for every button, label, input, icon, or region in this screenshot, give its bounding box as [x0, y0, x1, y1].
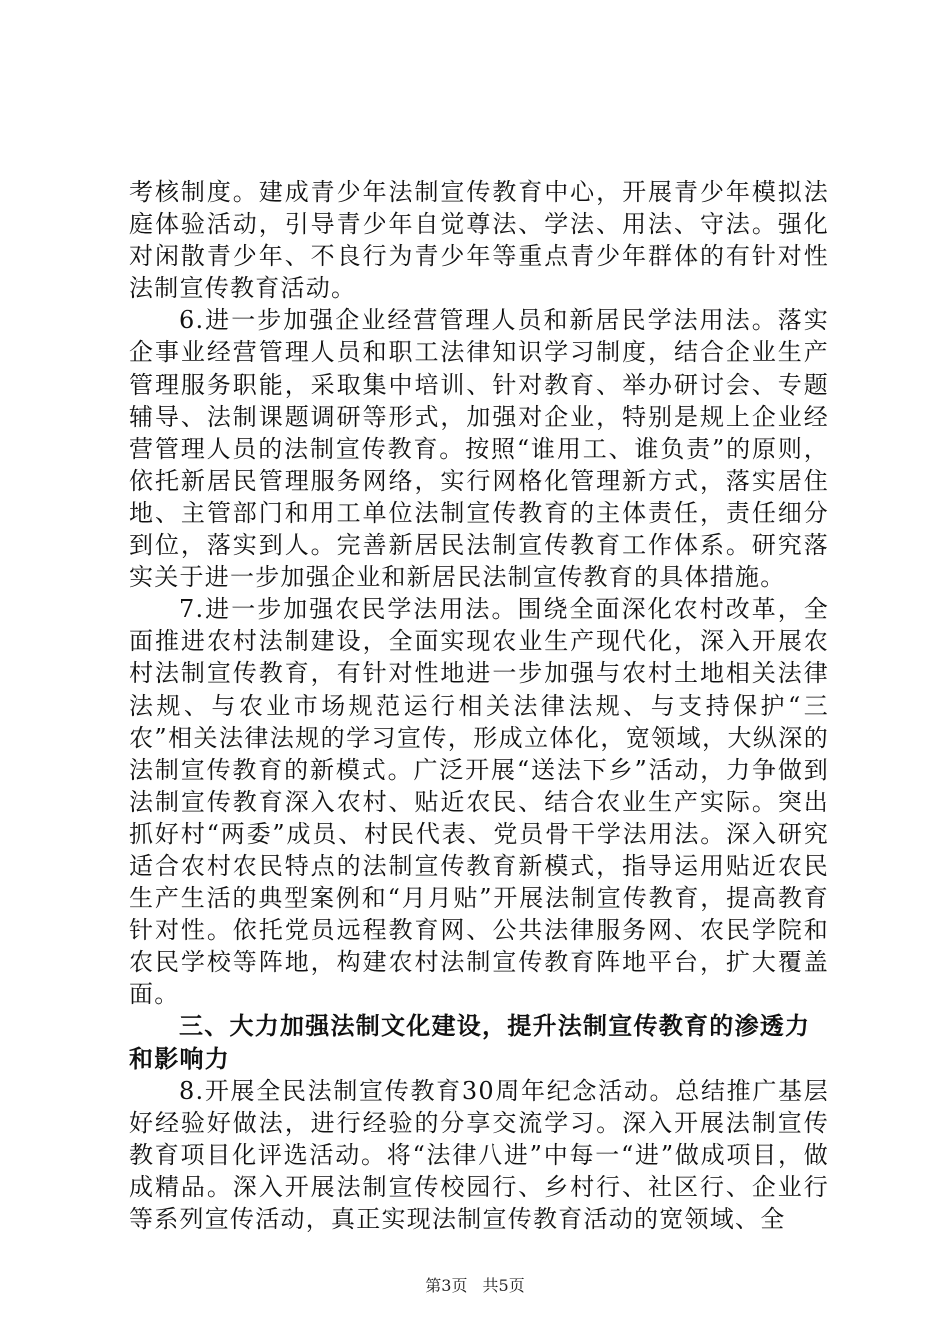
- paragraph-item-8: 8.开展全民法制宣传教育30周年纪念活动。总结推广基层好经验好做法，进行经验的分享交流学习。深入开展法制宣传教育项目化评选活动。将“法律八进”中每一“进”做成项目，做成精品。深入开展法制宣传校园行、乡村行、社区行、企业行等系列宣传活动，真正实现法制宣传教育活动的宽领域、全: [129, 1076, 829, 1233]
- paragraph-continuation: 考核制度。建成青少年法制宣传教育中心，开展青少年模拟法庭体验活动，引导青少年自觉尊法、学法、用法、守法。强化对闲散青少年、不良行为青少年等重点青少年群体的有针对性法制宣传教育活动。: [129, 178, 829, 303]
- page-number: 第3页: [425, 1276, 468, 1295]
- page-total: 共5页: [482, 1276, 525, 1295]
- paragraph-item-7: 7.进一步加强农民学法用法。围绕全面深化农村改革，全面推进农村法制建设，全面实现农业生产现代化，深入开展农村法制宣传教育，有针对性地进一步加强与农村土地相关法律法规、与农业市场规范运行相关法律法规、与支持保护“三农”相关法律法规的学习宣传，形成立体化，宽领域，大纵深的法制宣传教育的新模式。广泛开展“送法下乡”活动，力争做到法制宣传教育深入农村、贴近农民、结合农业生产实际。突出抓好村“两委”成员、村民代表、党员骨干学法用法。深入研究适合农村农民特点的法制宣传教育新模式，指导运用贴近农民生产生活的典型案例和“月月贴”开展法制宣传教育，提高教育针对性。依托党员远程教育网、公共法律服务网、农民学院和农民学校等阵地，构建农村法制宣传教育阵地平台，扩大覆盖面。: [129, 595, 829, 1009]
- paragraph-item-6: 6.进一步加强企业经营管理人员和新居民学法用法。落实企事业经营管理人员和职工法律知识学习制度，结合企业生产管理服务职能，采取集中培训、针对教育、举办研讨会、专题辅导、法制课题调研等形式，加强对企业，特别是规上企业经营管理人员的法制宣传教育。按照“谁用工、谁负责”的原则，依托新居民管理服务网络，实行网格化管理新方式，落实居住地、主管部门和用工单位法制宣传教育的主体责任，责任细分到位，落实到人。完善新居民法制宣传教育工作体系。研究落实关于进一步加强企业和新居民法制宣传教育的具体措施。: [129, 306, 829, 592]
- page-footer: [0, 1276, 950, 1296]
- section-heading-3: 三、大力加强法制文化建设，提升法制宣传教育的渗透力和影响力: [129, 1011, 811, 1073]
- document-body: [129, 176, 829, 1235]
